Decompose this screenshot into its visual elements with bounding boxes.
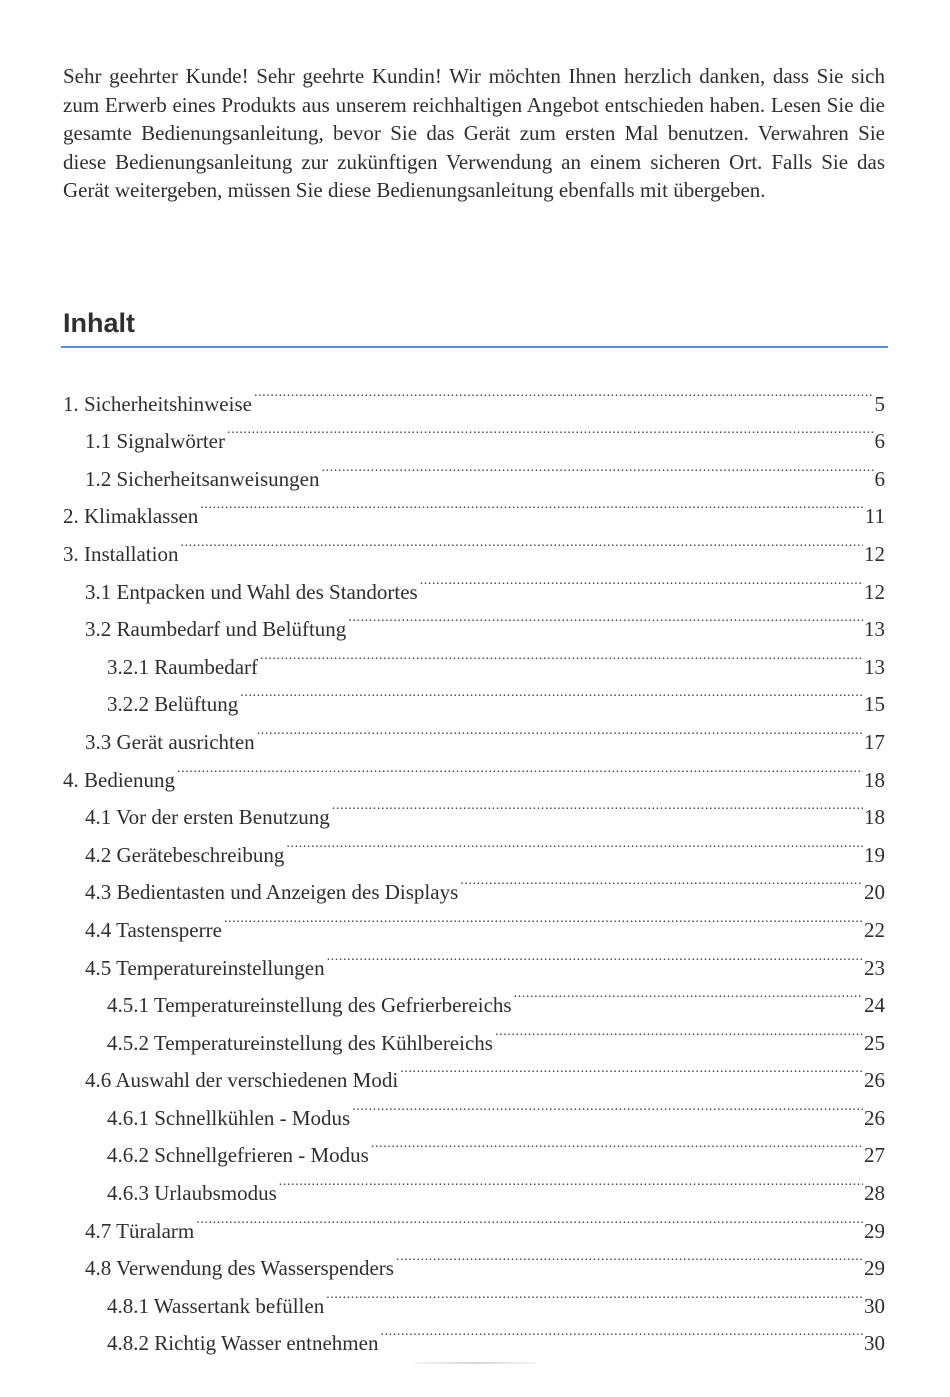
toc-entry-page-number: 30: [864, 1293, 885, 1318]
toc-dot-leader: [200, 486, 863, 524]
toc-entry-page-number: 15: [864, 692, 885, 717]
page-fade-indicator: [415, 1362, 535, 1364]
toc-entry-title: 3. Installation: [63, 541, 179, 566]
toc-dot-leader: [321, 448, 873, 486]
toc-entry-page-number: 13: [864, 654, 885, 679]
toc-entry[interactable]: [63, 523, 885, 566]
toc-entry-page-number: 27: [864, 1143, 885, 1168]
toc-entry-title: 4. Bedienung: [63, 767, 175, 792]
toc-dot-leader: [352, 1087, 863, 1125]
toc-entry-page-number: 6: [874, 429, 885, 454]
toc-dot-leader: [348, 599, 863, 637]
toc-entry-page-number: 22: [864, 917, 885, 942]
toc-entry-page-number: 25: [864, 1030, 885, 1055]
toc-entry-page-number: 26: [864, 1068, 885, 1093]
toc-entry-title: 1.1 Signalwörter: [85, 429, 225, 454]
toc-dot-leader: [495, 1012, 863, 1050]
toc-entry[interactable]: [63, 561, 885, 604]
toc-entry-title: 4.2 Gerätebeschreibung: [85, 842, 285, 867]
toc-entry-page-number: 5: [874, 391, 885, 416]
toc-entry-title: 4.4 Tastensperre: [85, 917, 222, 942]
toc-entry-title: 4.1 Vor der ersten Benutzung: [85, 805, 330, 830]
table-of-contents: [63, 373, 885, 1356]
toc-entry-title: 3.3 Gerät ausrichten: [85, 729, 255, 754]
toc-dot-leader: [396, 1238, 863, 1276]
toc-entry-title: 4.6.3 Urlaubsmodus: [107, 1181, 277, 1206]
toc-dot-leader: [286, 824, 863, 862]
toc-entry[interactable]: [63, 373, 885, 416]
toc-entry-page-number: 29: [864, 1256, 885, 1281]
toc-entry-page-number: 26: [864, 1105, 885, 1130]
toc-entry-title: 3.1 Entpacken und Wahl des Standortes: [85, 579, 418, 604]
toc-dot-leader: [332, 787, 863, 825]
toc-entry-title: 4.8.2 Richtig Wasser entnehmen: [107, 1331, 379, 1356]
toc-entry-page-number: 6: [874, 466, 885, 491]
toc-entry-title: 3.2.1 Raumbedarf: [107, 654, 259, 679]
toc-entry-title: 1. Sicherheitshinweise: [63, 391, 252, 416]
toc-dot-leader: [180, 523, 863, 561]
toc-entry-page-number: 23: [864, 955, 885, 980]
toc-entry-title: 4.6 Auswahl der verschiedenen Modi: [85, 1068, 399, 1093]
toc-dot-leader: [400, 1050, 863, 1088]
toc-dot-leader: [227, 411, 874, 449]
toc-entry-title: 2. Klimaklassen: [63, 504, 199, 529]
toc-entry[interactable]: [63, 749, 885, 792]
toc-entry-title: 4.3 Bedientasten und Anzeigen des Displays: [85, 880, 459, 905]
toc-entry-page-number: 18: [864, 767, 885, 792]
toc-dot-leader: [257, 711, 863, 749]
toc-entry-title: 4.5 Temperatureinstellungen: [85, 955, 325, 980]
toc-entry-page-number: 17: [864, 729, 885, 754]
toc-dot-leader: [326, 1275, 863, 1313]
toc-dot-leader: [380, 1313, 863, 1351]
toc-entry-title: 3.2.2 Belüftung: [107, 692, 239, 717]
toc-dot-leader: [254, 373, 874, 411]
toc-dot-leader: [371, 1125, 863, 1163]
toc-entry-page-number: 19: [864, 842, 885, 867]
toc-dot-leader: [196, 1200, 863, 1238]
toc-dot-leader: [224, 899, 863, 937]
toc-entry-title: 4.6.1 Schnellkühlen - Modus: [107, 1105, 351, 1130]
toc-entry-page-number: 12: [864, 541, 885, 566]
toc-entry-page-number: 28: [864, 1181, 885, 1206]
toc-entry-title: 4.8.1 Wassertank befüllen: [107, 1293, 325, 1318]
toc-entry-page-number: 30: [864, 1331, 885, 1356]
toc-dot-leader: [279, 1162, 863, 1200]
toc-entry-title: 4.6.2 Schnellgefrieren - Modus: [107, 1143, 369, 1168]
toc-entry-page-number: 29: [864, 1218, 885, 1243]
toc-entry-page-number: 12: [864, 579, 885, 604]
toc-entry-title: 1.2 Sicherheitsanweisungen: [85, 466, 320, 491]
toc-entry-page-number: 13: [864, 617, 885, 642]
toc-dot-leader: [460, 862, 863, 900]
toc-entry-page-number: 18: [864, 805, 885, 830]
toc-dot-leader: [240, 674, 863, 712]
toc-dot-leader: [420, 561, 863, 599]
toc-dot-leader: [260, 636, 863, 674]
toc-entry-page-number: 20: [864, 880, 885, 905]
toc-entry-page-number: 11: [864, 504, 885, 529]
toc-dot-leader: [514, 975, 863, 1013]
toc-heading: Inhalt: [63, 308, 135, 338]
toc-entry-title: 4.8 Verwendung des Wasserspenders: [85, 1256, 394, 1281]
toc-dot-leader: [177, 749, 863, 787]
toc-entry-title: 3.2 Raumbedarf und Belüftung: [85, 617, 347, 642]
toc-dot-leader: [327, 937, 863, 975]
toc-entry[interactable]: [63, 787, 885, 830]
heading-divider: [61, 346, 888, 348]
intro-paragraph: Sehr geehrter Kunde! Sehr geehrte Kundin! Wir möchten Ihnen herzlich danken, dass Sie sich zum Erwerb eines Produkts aus unserem reichhaltigen Angebot entschieden haben. Lesen Sie die gesamte Bedienungsanleitung, bevor Sie das Gerät zum ersten Mal benutzen. Verwahren Sie diese Bedienungsanleitung zur zukünftigen Verwendung an einem sicheren Ort. Falls Sie das Gerät weitergeben, müssen Sie diese Bedienungsanleitung ebenfalls mit übergeben.: [63, 64, 885, 203]
toc-entry-title: 4.7 Türalarm: [85, 1218, 195, 1243]
toc-entry-page-number: 24: [864, 993, 885, 1018]
toc-entry-title: 4.5.2 Temperatureinstellung des Kühlbereichs: [107, 1030, 493, 1055]
toc-entry-title: 4.5.1 Temperatureinstellung des Gefrierbereichs: [107, 993, 512, 1018]
